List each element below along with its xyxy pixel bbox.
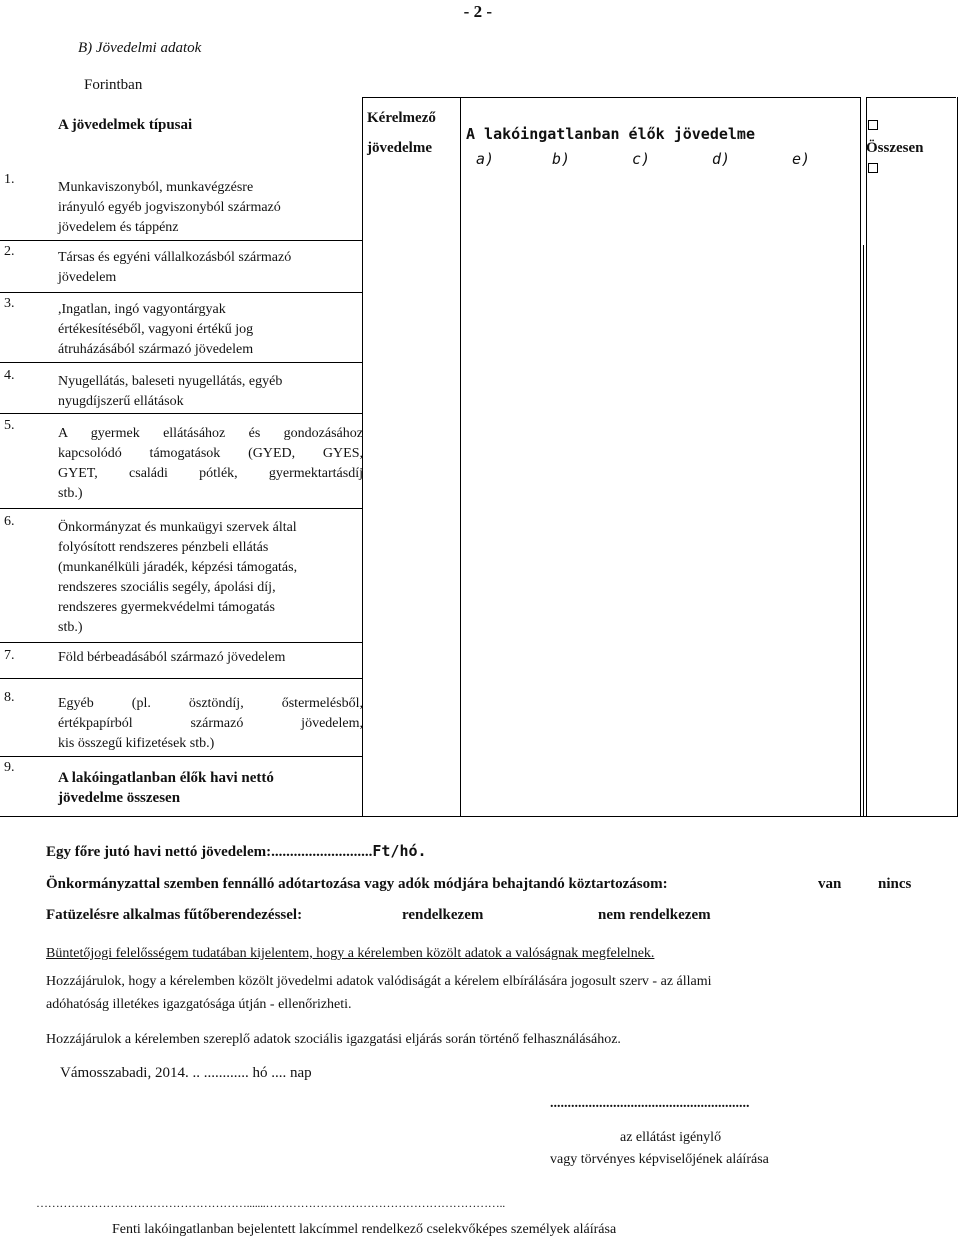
checkbox-icon[interactable] [868,163,878,173]
row-label-total: A lakóingatlanban élők havi nettó jövedelme összesen [58,770,274,806]
table-top-border [362,97,860,98]
heating-option-yes[interactable]: rendelkezem [402,907,484,923]
row-divider [0,678,362,679]
table-bottom-border [0,816,958,817]
row-divider [0,292,362,293]
declaration-text: Büntetőjogi felelősségem tudatában kijelentem, hogy a kérelemben közölt adatok a valóságnak megfelelnek. [46,946,655,961]
tax-debt-option-no[interactable]: nincs [878,876,912,892]
row-divider [0,413,362,414]
consent-text-2: Hozzájárulok a kérelemben szereplő adatok szociális igazgatási eljárás során történő felhasználásához. [46,1032,621,1047]
col-header-applicant-2: jövedelme [367,140,432,156]
row-label: A gyermek ellátásához és gondozásához kapcsolódó támogatások (GYED, GYES, GYET, családi pótlék, gyermektartásdíj stb.) [58,426,363,501]
row-number: 3. [4,296,15,311]
signature-caption-2: vagy törvényes képviselőjének aláírása [550,1152,769,1167]
heating-label: Fatüzelésre alkalmas fűtőberendezéssel: [46,907,303,923]
row-divider [0,362,362,363]
consent-text-1: Hozzájárulok, hogy a kérelemben közölt jövedelmi adatok valódiságát a kérelem elbírálására jogosult szerv - az állami [46,974,712,989]
col-divider [460,97,461,817]
currency-label: Forintban [84,77,143,93]
row-label: Föld bérbeadásából származó jövedelem [58,650,286,665]
row-number: 7. [4,648,15,663]
row-label: Önkormányzat és munkaügyi szervek által folyósított rendszeres pénzbeli ellátás (munkanélküli járadék, képzési támogatás, rendszeres szociális segély, ápolási díj, rendszeres gyermekvédelmi támogatás stb.) [58,520,298,635]
row-label: Egyéb (pl. ösztöndíj, őstermelésből, értékpapírból származó jövedelem, kis összegű kifizetések stb.) [58,696,363,751]
col-divider [866,97,867,817]
col-header-applicant-1: Kérelmező [367,110,436,126]
row-number: 5. [4,418,15,433]
page-number: - 2 - [463,2,492,21]
row-label: Társas és egyéni vállalkozásból származó jövedelem [58,250,292,285]
table-right-border [957,97,958,817]
col-divider [863,245,864,817]
bottom-dotted-line: ……………………………………………….......…………………………………………………….. [36,1196,505,1210]
checkbox-icon[interactable] [868,120,878,130]
col-header-sub-a: a) [476,150,495,168]
col-header-income-types: A jövedelmek típusai [58,117,193,133]
row-label: ,Ingatlan, ingó vagyontárgyak értékesítéséből, vagyoni értékű jog átruházásából származó jövedelem [58,302,254,357]
row-number: 6. [4,514,15,529]
consent-text-1b: adóhatóság illetékes igazgatósága útján - ellenőrizheti. [46,997,352,1012]
col-header-sub-c: c) [632,150,651,168]
col-header-sub-e: e) [792,150,811,168]
row-label: Nyugellátás, baleseti nyugellátás, egyéb nyugdíjszerű ellátások [58,374,283,409]
row-number: 9. [4,760,15,775]
table-top-border-total [866,97,956,98]
row-divider [0,240,362,241]
section-title: B) Jövedelmi adatok [78,40,202,56]
per-capita-income-line: Egy főre jutó havi nettó jövedelem:...........................Ft/hó. [46,842,427,860]
tax-debt-option-yes[interactable]: van [818,876,842,892]
row-divider [0,508,362,509]
col-header-sub-d: d) [712,150,731,168]
col-divider [860,97,861,817]
signature-caption-1: az ellátást igénylő [620,1130,722,1145]
row-divider [0,642,362,643]
col-header-sub-b: b) [552,150,571,168]
tax-debt-label: Önkormányzattal szemben fennálló adótartozása vagy adók módjára behajtandó köztartozásom: [46,876,668,892]
row-number: 8. [4,690,15,705]
col-header-total: Összesen [866,140,924,156]
signature-dotted-line: ......................................................... [550,1096,750,1111]
row-divider [0,756,362,757]
place-and-date: Vámosszabadi, 2014. .. ............ hó .... nap [60,1065,312,1081]
row-number: 1. [4,172,15,187]
row-number: 4. [4,368,15,383]
row-label: Munkaviszonyból, munkavégzésre irányuló egyéb jogviszonyból származó jövedelem és táppénz [58,180,281,235]
bottom-signature-caption: Fenti lakóingatlanban bejelentett lakcímmel rendelkező cselekvőképes személyek aláírása [112,1222,617,1237]
row-number: 2. [4,244,15,259]
heating-option-no[interactable]: nem rendelkezem [598,907,711,923]
col-header-household: A lakóingatlanban élők jövedelme [466,125,755,143]
